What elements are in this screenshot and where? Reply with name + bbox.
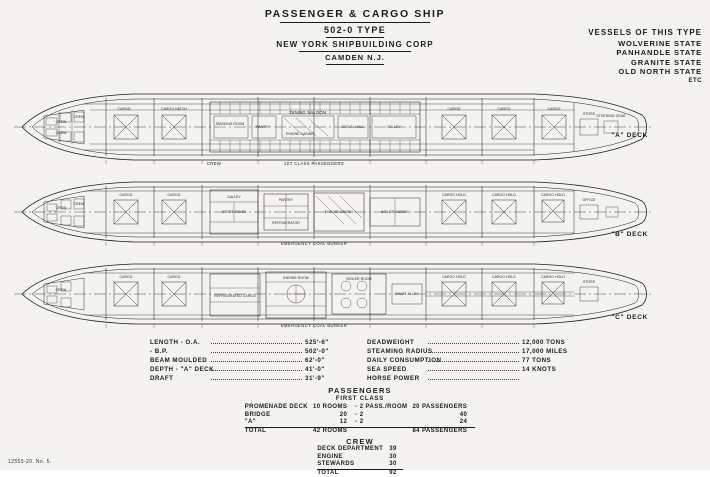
deck-plan-a bbox=[14, 88, 654, 166]
performance-data bbox=[367, 338, 570, 383]
bunker-note: EMERGENCY COAL BUNKER bbox=[280, 241, 348, 246]
crew-department: STEWARDS bbox=[317, 461, 355, 467]
spec-value: 62'-0" bbox=[305, 357, 325, 364]
table-row bbox=[245, 412, 475, 420]
room-label: CARGO HOLD bbox=[541, 193, 565, 197]
room-label: CARGO bbox=[119, 275, 133, 279]
room-label: SOCIAL HALL bbox=[341, 125, 365, 129]
table-row bbox=[317, 461, 402, 469]
leader-dots bbox=[211, 374, 302, 380]
leader-dots bbox=[211, 347, 302, 353]
hull-outline-a bbox=[14, 88, 654, 166]
room-label: CARGO bbox=[119, 193, 133, 197]
deck-name: BRIDGE bbox=[244, 411, 271, 418]
leader-dots bbox=[211, 356, 302, 362]
spec-key: BEAM MOULDED bbox=[150, 357, 208, 364]
room-label: CREW bbox=[73, 115, 85, 119]
crew-note: CREW bbox=[206, 161, 222, 166]
spec-key: STEAMING RADIUS bbox=[367, 348, 433, 355]
room-count: 20 bbox=[339, 411, 348, 418]
table-row-total bbox=[317, 469, 402, 477]
spec-row bbox=[367, 374, 570, 383]
total-rooms: 42 ROOMS bbox=[313, 427, 355, 435]
table-row bbox=[317, 454, 402, 462]
crew-count: 39 bbox=[389, 446, 397, 452]
crew-header: CREW bbox=[346, 437, 374, 446]
total-label: TOTAL bbox=[245, 427, 313, 435]
deck-a-label: "A" DECK bbox=[611, 132, 648, 139]
total-rate bbox=[355, 427, 412, 435]
room-label: CARGO bbox=[167, 275, 181, 279]
title-rule-1 bbox=[280, 22, 430, 23]
rate: - 2 bbox=[355, 411, 364, 418]
passengers-table bbox=[245, 404, 475, 435]
room-count: 12 bbox=[339, 419, 348, 425]
specifications bbox=[150, 338, 570, 477]
room-label: CARGO bbox=[117, 107, 131, 111]
room-label: STORE bbox=[582, 112, 596, 116]
crew-department: ENGINE bbox=[317, 453, 343, 460]
leader-dots bbox=[428, 347, 519, 353]
room-label: CARGO bbox=[167, 193, 181, 197]
passenger-total: 40 bbox=[459, 411, 468, 418]
room-label: BOILER CASING bbox=[381, 210, 409, 214]
crew-count: 30 bbox=[389, 461, 397, 467]
room-label: DINING SALOON bbox=[289, 110, 327, 115]
passenger-total: 24 bbox=[459, 419, 468, 425]
vessel-name: GRANITE STATE bbox=[630, 57, 702, 67]
room-label: REFRIGERATOR bbox=[272, 221, 300, 225]
room-label: STEERING GEAR bbox=[596, 114, 626, 118]
room-count: 10 ROOMS bbox=[313, 404, 348, 410]
spec-value: 14 KNOTS bbox=[522, 366, 557, 373]
room-label: CREW bbox=[55, 131, 67, 135]
passengers-subheader: FIRST CLASS bbox=[335, 396, 385, 402]
room-label: CARGO HOLD bbox=[541, 275, 565, 279]
spec-row bbox=[150, 347, 353, 356]
vessels-etc: ETC bbox=[688, 77, 702, 84]
leader-dots bbox=[211, 365, 302, 371]
room-label: PANTRY bbox=[278, 198, 294, 202]
spec-key: DRAFT bbox=[150, 375, 174, 382]
leader-dots bbox=[428, 356, 519, 362]
room-label: CREW bbox=[55, 206, 67, 210]
spec-value: 12,000 TONS bbox=[522, 339, 566, 346]
hull-outline-c bbox=[14, 258, 654, 330]
deck-name: "A" bbox=[244, 419, 256, 425]
spec-value: 502'-0" bbox=[305, 348, 329, 355]
room-label: CREW bbox=[55, 120, 67, 124]
spec-key: HORSE POWER bbox=[367, 375, 420, 382]
bunker-note: EMERGENCY COAL BUNKER bbox=[280, 323, 348, 328]
room-label: CARGO HOLD bbox=[442, 275, 466, 279]
sheet-subtitle: 502-0 TYPE bbox=[323, 25, 387, 35]
deck-c-label: "C" DECK bbox=[611, 314, 648, 321]
deck-plan-b bbox=[14, 176, 654, 248]
deck-name: PROMENADE DECK bbox=[244, 404, 309, 410]
spec-key: DEADWEIGHT bbox=[367, 339, 415, 346]
table-row-total bbox=[245, 427, 475, 435]
title-rule-3 bbox=[299, 51, 411, 52]
spec-value: 525'-6" bbox=[305, 339, 329, 346]
room-label: ENGINE CASING bbox=[285, 132, 315, 136]
room-label: SMOKING ROOM bbox=[215, 122, 245, 126]
room-label: OFFICE bbox=[582, 198, 596, 202]
principal-dimensions bbox=[150, 338, 353, 383]
rate: - 2 PASS./ROOM bbox=[355, 404, 408, 410]
rate: - 2 bbox=[355, 419, 364, 425]
table-row bbox=[245, 419, 475, 427]
spec-key: SEA SPEED bbox=[367, 366, 407, 373]
title-rule-4 bbox=[326, 64, 384, 65]
title-rule-2 bbox=[326, 37, 384, 38]
spec-value: 77 TONS bbox=[522, 357, 552, 364]
room-label: REFRIGERATED CARGO bbox=[214, 294, 256, 298]
room-label: ENGINE ROOM bbox=[283, 276, 309, 280]
room-label: SHAFT ALLEY bbox=[395, 292, 419, 296]
total-crew: 92 bbox=[389, 469, 402, 477]
leader-dots bbox=[211, 338, 302, 344]
vessel-name: OLD NORTH STATE bbox=[618, 67, 702, 76]
spec-value: 31'-9" bbox=[305, 375, 325, 382]
spec-row bbox=[367, 347, 570, 356]
room-label: CREW bbox=[55, 288, 67, 292]
room-label: CARGO HOLD bbox=[492, 193, 516, 197]
spec-row bbox=[367, 356, 570, 365]
total-label: TOTAL bbox=[317, 469, 389, 477]
passenger-total: 20 PASSENGERS bbox=[412, 404, 468, 410]
builder-location: CAMDEN N.J. bbox=[325, 53, 385, 62]
room-label: GALLEY bbox=[387, 125, 401, 129]
crew-count: 30 bbox=[389, 453, 397, 460]
sheet-number: 12559-20. No. 5. bbox=[8, 459, 52, 465]
room-label: PANTRY bbox=[255, 125, 271, 129]
leader-dots bbox=[428, 365, 519, 371]
vessels-of-this-type bbox=[588, 28, 702, 86]
spec-key: - B.P. bbox=[150, 348, 169, 355]
room-label: CARGO HATCH bbox=[161, 107, 187, 111]
room-label: CREW bbox=[73, 202, 85, 206]
leader-dots bbox=[428, 338, 519, 344]
crew-department: DECK DEPARTMENT bbox=[317, 446, 384, 452]
spec-row bbox=[150, 356, 353, 365]
spec-row bbox=[150, 338, 353, 347]
spec-row bbox=[367, 338, 570, 347]
spec-key: DEPTH - "A" DECK bbox=[150, 366, 215, 373]
table-row bbox=[245, 404, 475, 412]
passengers-header: PASSENGERS bbox=[328, 386, 392, 395]
deck-b-label: "B" DECK bbox=[611, 231, 648, 238]
leader-dots bbox=[428, 374, 519, 380]
room-label: ENGINE CASING bbox=[324, 210, 354, 214]
spec-row bbox=[150, 374, 353, 383]
room-label: STORE ROOM bbox=[221, 210, 247, 214]
room-label: CARGO bbox=[447, 107, 461, 111]
room-label: CARGO bbox=[547, 107, 561, 111]
vessels-header: VESSELS OF THIS TYPE bbox=[588, 28, 702, 37]
spec-row bbox=[150, 365, 353, 374]
table-row bbox=[317, 446, 402, 454]
total-passengers: 84 PASSENGERS bbox=[412, 427, 475, 435]
spec-key: DAILY CONSUMPTION bbox=[367, 357, 442, 364]
passenger-class-note: 1ST CLASS PASSENGERS bbox=[283, 161, 345, 166]
spec-value: 17,000 MILES bbox=[522, 348, 568, 355]
room-label: BOILER ROOM bbox=[346, 277, 372, 281]
room-label: CARGO HOLD bbox=[492, 275, 516, 279]
room-label: STORE bbox=[582, 280, 596, 284]
spec-key: LENGTH - O.A. bbox=[150, 339, 201, 346]
crew-table bbox=[317, 446, 402, 477]
room-label: CARGO bbox=[497, 107, 511, 111]
room-label: GALLEY bbox=[227, 195, 241, 199]
spec-row bbox=[367, 365, 570, 374]
vessel-name: WOLVERINE STATE bbox=[618, 38, 702, 48]
vessel-name: PANHANDLE STATE bbox=[616, 48, 702, 57]
room-label: CARGO HOLD bbox=[442, 193, 466, 197]
builder-name: NEW YORK SHIPBUILDING CORP bbox=[276, 40, 434, 49]
sheet-title: PASSENGER & CARGO SHIP bbox=[264, 8, 446, 20]
spec-value: 41'-0" bbox=[305, 366, 325, 373]
deck-plan-c bbox=[14, 258, 654, 330]
